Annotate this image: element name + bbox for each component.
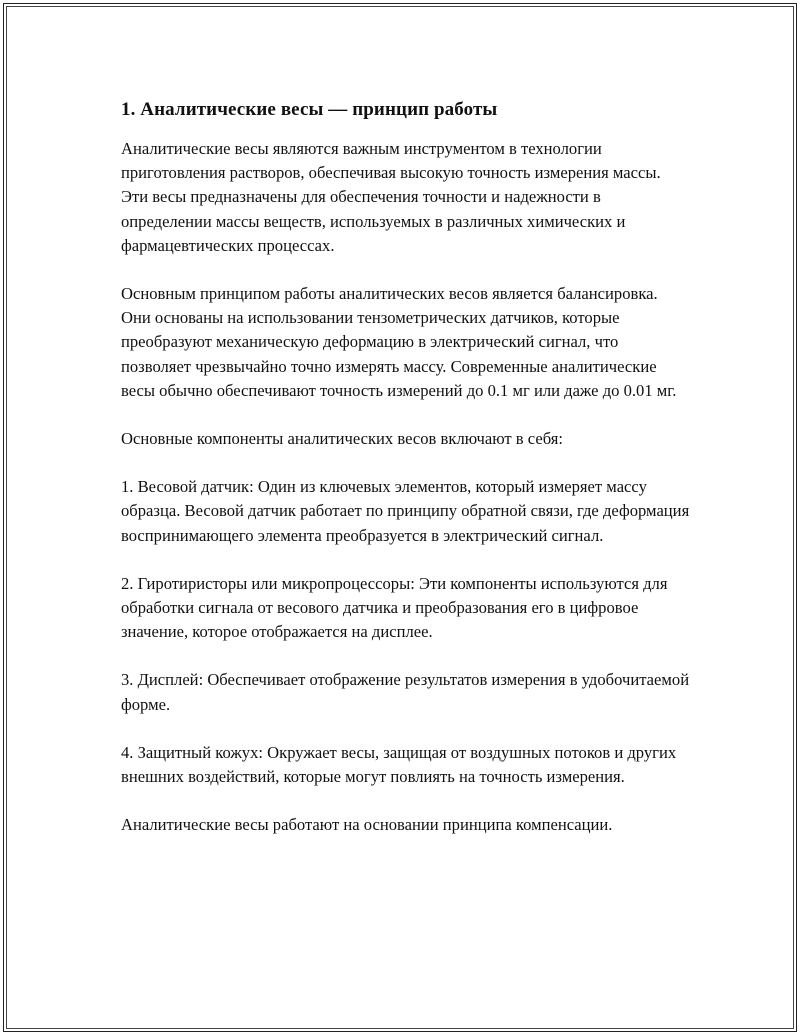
page-frame [3,3,797,1032]
paragraph-principle: Основным принципом работы аналитических весов является балансировка. Они основаны на использовании тензометрических датчиков, которые преобразуют механическую деформацию в электрический сигнал, что позволяет чрезвычайно точно измерять массу. Современные аналитические весы обычно обеспечивают точность измерений до 0.1 мг или даже до 0.01 мг. [121,284,677,400]
list-item-protective-case: 4. Защитный кожух: Окружает весы, защищая от воздушных потоков и других внешних воздействий, которые могут повлиять на точность измерения. [121,742,677,787]
section-heading: 1. Аналитические весы — принцип работы [121,99,498,120]
paragraph-conclusion: Аналитические весы работают на основании принципа компенсации. [121,815,613,835]
list-item-processors: 2. Гиротиристоры или микропроцессоры: Эти компоненты используются для обработки сигнала от весового датчика и преобразования его в цифровое значение, которое отображается на дисплее. [121,573,668,642]
document-body [121,96,691,861]
list-item-display: 3. Дисплей: Обеспечивает отображение результатов измерения в удобочитаемой форме. [121,670,690,714]
paragraph-components-intro: Основные компоненты аналитических весов включают в себя: [121,429,563,449]
paragraph-intro: Аналитические весы являются важным инструментом в технологии приготовления растворов, обеспечивая высокую точность измерения массы. Эти весы предназначены для обеспечения точности и надежности в определении массы веществ, используемых в различных химических и фармацевтических процессах. [121,139,661,255]
list-item-weight-sensor: 1. Весовой датчик: Один из ключевых элементов, который измеряет массу образца. Весовой датчик работает по принципу обратной связи, где деформация воспринимающего элемента преобразуется в электрический сигнал. [121,477,690,545]
